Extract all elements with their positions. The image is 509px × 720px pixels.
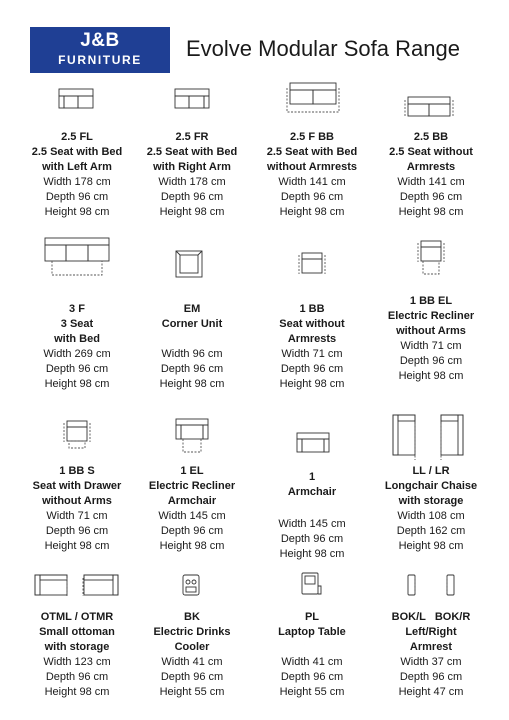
product-code: 1 BB (299, 303, 325, 315)
product-depth: Depth 96 cm (45, 191, 109, 203)
product-width: Width 141 cm (278, 176, 346, 188)
product-item (17, 130, 137, 220)
product-item (132, 610, 252, 700)
product-code: 3 F (69, 303, 85, 315)
logo-brand-text: J&B (80, 30, 120, 51)
product-width: Width 145 cm (278, 518, 346, 530)
longchair-chaise-icon (392, 414, 464, 462)
seat-no-arms-icon (298, 252, 326, 276)
product-depth: Depth 162 cm (396, 525, 466, 537)
small-ottoman-icon (34, 574, 120, 598)
seat-drawer-icon (63, 420, 91, 450)
product-item (17, 464, 137, 554)
product-code: 2.5 F BB (289, 131, 334, 143)
product-item (371, 294, 491, 384)
product-depth: Depth 96 cm (280, 533, 344, 545)
product-width: Width 96 cm (161, 348, 223, 360)
product-code: 2.5 FR (175, 131, 209, 143)
product-depth: Depth 96 cm (45, 671, 109, 683)
product-depth: Depth 96 cm (160, 525, 224, 537)
product-depth: Depth 96 cm (160, 671, 224, 683)
product-depth: Depth 96 cm (160, 363, 224, 375)
laptop-table-icon (300, 572, 322, 596)
product-name: Seat without Armrests (279, 318, 345, 345)
product-width: Width 145 cm (158, 510, 226, 522)
product-height: Height 98 cm (279, 206, 345, 218)
product-name: 2.5 Seat without Armrests (389, 146, 473, 173)
product-item (252, 302, 372, 392)
product-width: Width 71 cm (281, 348, 343, 360)
product-width: Width 37 cm (400, 656, 462, 668)
product-width: Width 141 cm (397, 176, 465, 188)
product-depth: Depth 96 cm (280, 363, 344, 375)
product-width: Width 41 cm (161, 656, 223, 668)
product-depth: Depth 96 cm (45, 525, 109, 537)
product-item (132, 130, 252, 220)
product-name: 2.5 Seat with Bed with Left Arm (31, 146, 123, 173)
product-width: Width 123 cm (43, 656, 111, 668)
sofa-2-5-bb-icon (404, 96, 454, 118)
product-width: Width 108 cm (397, 510, 465, 522)
product-name: Left/Right Armrest (405, 626, 457, 653)
product-name: Electric Recliner Armchair (148, 480, 236, 507)
product-name: Electric Drinks Cooler (153, 626, 231, 653)
product-code: PL (304, 611, 320, 623)
product-item (132, 302, 252, 392)
product-item (132, 464, 252, 554)
product-code: 2.5 BB (413, 131, 449, 143)
product-width: Width 269 cm (43, 348, 111, 360)
product-name: Armchair (287, 486, 337, 498)
product-code: BK (184, 611, 200, 623)
product-code: BOK/L BOK/R (391, 611, 471, 623)
product-width: Width 178 cm (43, 176, 111, 188)
product-name: 2.5 Seat with Bed with Right Arm (146, 146, 238, 173)
product-item (252, 610, 372, 700)
product-code: OTML / OTMR (40, 611, 114, 623)
product-depth: Depth 96 cm (45, 363, 109, 375)
product-depth: Depth 96 cm (280, 671, 344, 683)
product-height: Height 98 cm (44, 540, 110, 552)
product-code: 1 EL (180, 465, 204, 477)
product-width: Width 41 cm (281, 656, 343, 668)
sofa-2-5-f-bb-icon (286, 82, 340, 114)
product-item (17, 610, 137, 700)
product-height: Height 47 cm (398, 686, 464, 698)
product-height: Height 98 cm (159, 378, 225, 390)
armchair-icon (296, 432, 330, 454)
product-height: Height 98 cm (159, 206, 225, 218)
product-name: Small ottoman with storage (39, 626, 115, 653)
sofa-2-5-fl-icon (58, 88, 94, 110)
product-item (371, 610, 491, 700)
product-width: Width 178 cm (158, 176, 226, 188)
product-depth: Depth 96 cm (160, 191, 224, 203)
product-height: Height 98 cm (398, 370, 464, 382)
product-height: Height 98 cm (44, 206, 110, 218)
armrest-icon (406, 574, 456, 596)
page-title: Evolve Modular Sofa Range (186, 36, 460, 61)
corner-unit-icon (175, 250, 203, 278)
brand-logo (30, 27, 170, 73)
recliner-no-arms-icon (417, 240, 445, 276)
product-width: Width 71 cm (46, 510, 108, 522)
drinks-cooler-icon (181, 574, 201, 596)
product-depth: Depth 96 cm (399, 671, 463, 683)
product-depth: Depth 96 cm (399, 191, 463, 203)
product-height: Height 98 cm (159, 540, 225, 552)
product-code: 2.5 FL (61, 131, 93, 143)
sofa-3-f-icon (44, 237, 110, 277)
product-height: Height 98 cm (398, 540, 464, 552)
product-depth: Depth 96 cm (399, 355, 463, 367)
product-height: Height 98 cm (279, 548, 345, 560)
product-item (252, 130, 372, 220)
product-code: LL / LR (412, 465, 450, 477)
product-code: 1 (308, 471, 316, 483)
sofa-2-5-fr-icon (174, 88, 210, 110)
product-code: 1 BB EL (409, 295, 453, 307)
logo-sub-text: FURNITURE (58, 53, 142, 67)
product-depth: Depth 96 cm (280, 191, 344, 203)
product-name: Electric Recliner without Arms (387, 310, 475, 337)
product-name: 3 Seat with Bed (54, 318, 100, 345)
product-item (17, 302, 137, 392)
product-item (252, 470, 372, 562)
product-code: EM (183, 303, 201, 315)
product-height: Height 98 cm (279, 378, 345, 390)
product-name: Corner Unit (161, 318, 223, 330)
recliner-armchair-icon (175, 418, 209, 454)
product-name: Laptop Table (278, 626, 346, 638)
product-item (371, 130, 491, 220)
product-height: Height 55 cm (279, 686, 345, 698)
product-name: 2.5 Seat with Bed without Armrests (266, 146, 358, 173)
product-height: Height 98 cm (44, 378, 110, 390)
product-height: Height 98 cm (398, 206, 464, 218)
product-name: Seat with Drawer without Arms (32, 480, 122, 507)
product-item (371, 464, 491, 554)
product-code: 1 BB S (59, 465, 95, 477)
product-width: Width 71 cm (400, 340, 462, 352)
product-name: Longchair Chaise with storage (384, 480, 478, 507)
product-height: Height 98 cm (44, 686, 110, 698)
product-height: Height 55 cm (159, 686, 225, 698)
